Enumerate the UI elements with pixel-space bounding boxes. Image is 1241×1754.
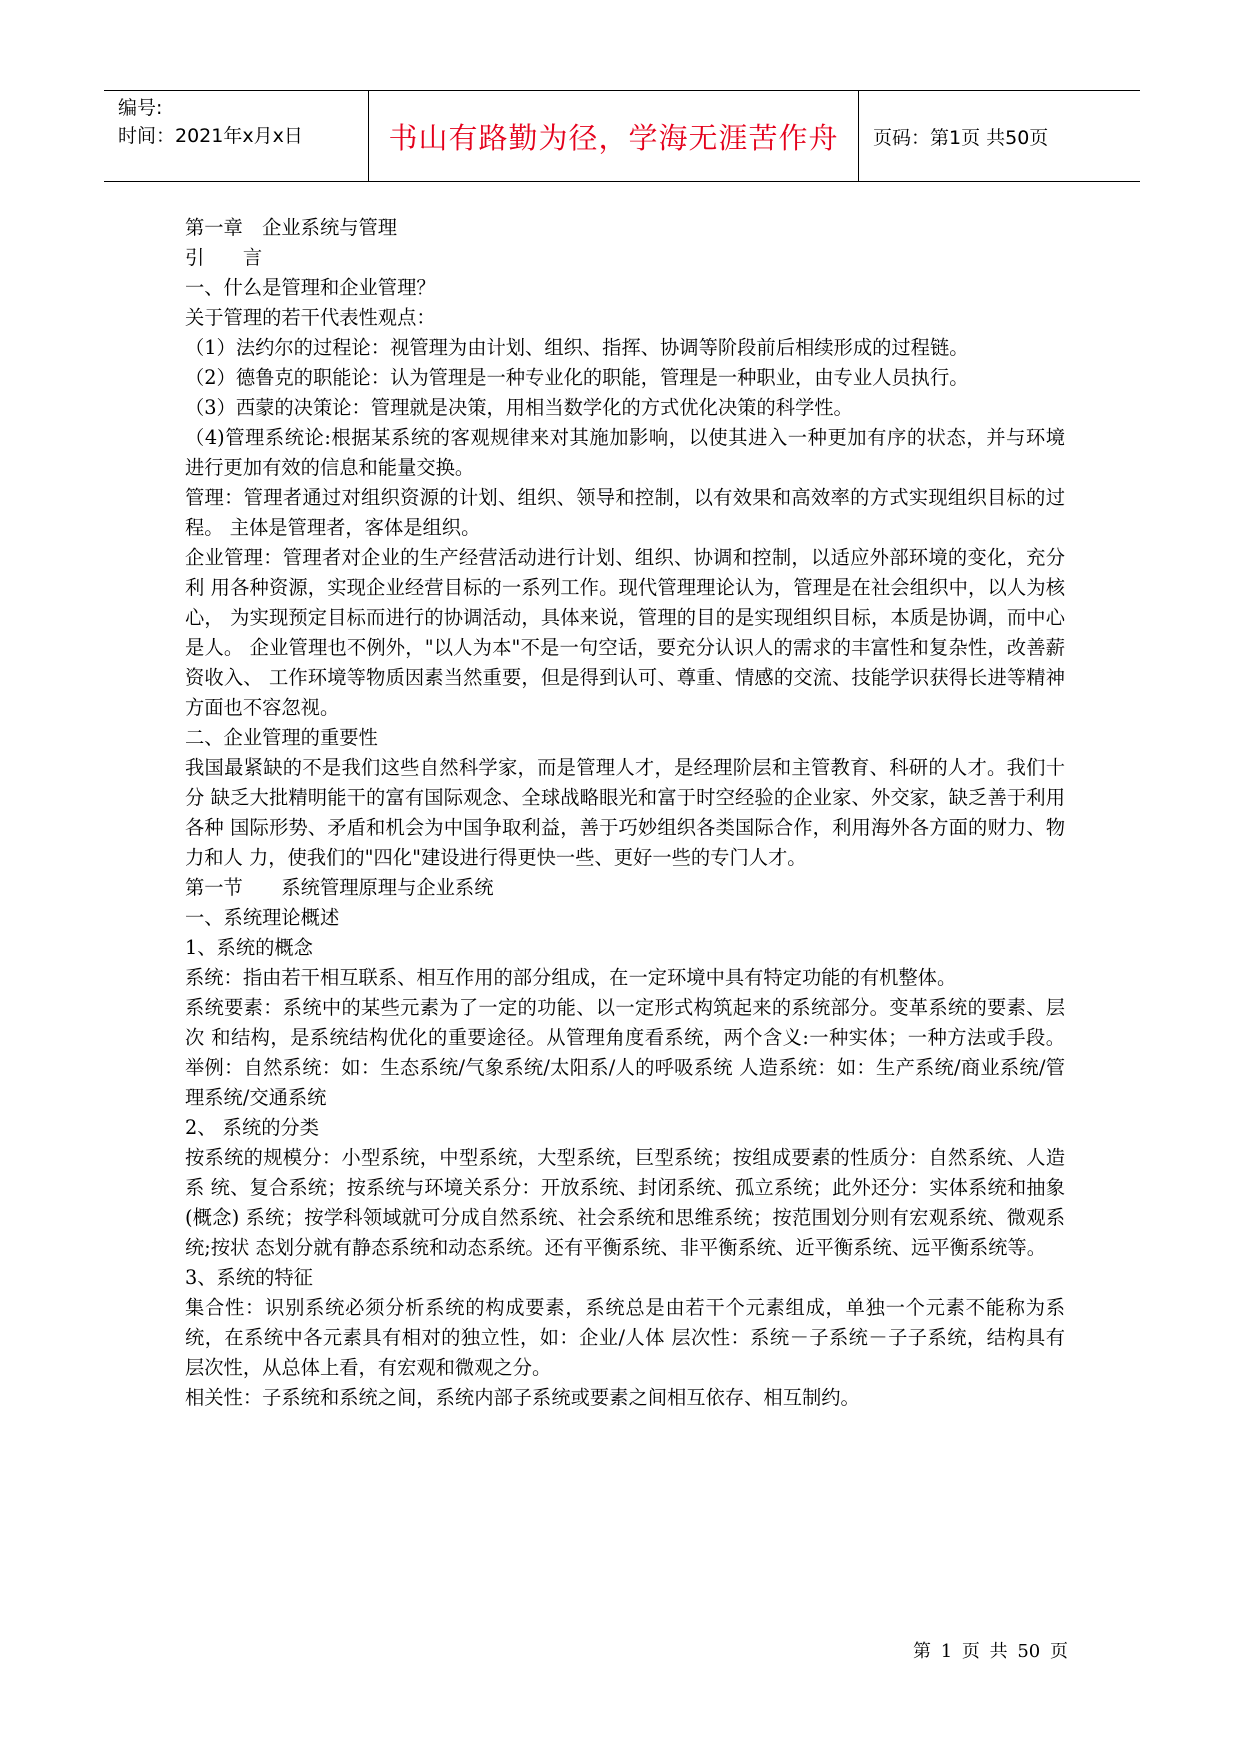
document-body bbox=[185, 213, 1065, 1413]
paragraph: 管理：管理者通过对组织资源的计划、组织、领导和控制，以有效果和高效率的方式实现组织目标的过程。 主体是管理者，客体是组织。 bbox=[185, 486, 1065, 539]
subheading-system-features: 3、系统的特征 bbox=[185, 1266, 313, 1289]
paragraph: 企业管理：管理者对企业的生产经营活动进行计划、组织、协调和控制，以适应外部环境的变化，充分利 用各种资源，实现企业经营目标的一系列工作。现代管理理论认为，管理是在社会组织中，以人为核心， 为实现预定目标而进行的协调活动，具体来说，管理的目的是实现组织目标，本质是协调，而中心是人。 企业管理也不例外，"以人为本"不是一句空话，要充分认识人的需求的丰富性和复杂性，改善薪资收入、 工作环境等物质因素当然重要，但是得到认可、尊重、情感的交流、技能学识获得长进等精神方面也不容忽视。 bbox=[185, 546, 1065, 719]
paragraph: 我国最紧缺的不是我们这些自然科学家，而是管理人才，是经理阶层和主管教育、科研的人才。我们十分 缺乏大批精明能干的富有国际观念、全球战略眼光和富于时空经验的企业家、外交家，缺乏善于利用各种 国际形势、矛盾和机会为中国争取利益，善于巧妙组织各类国际合作，利用海外各方面的财力、物力和人 力，使我们的"四化"建设进行得更快一些、更好一些的专门人才。 bbox=[185, 756, 1065, 869]
section-heading-introduction: 引 言 bbox=[185, 246, 263, 269]
paragraph: 集合性：识别系统必须分析系统的构成要素，系统总是由若干个元素组成，单独一个元素不能称为系统，在系统中各元素具有相对的独立性，如：企业/人体 层次性：系统－子系统－子子系统，结构具有层次性，从总体上看，有宏观和微观之分。 bbox=[185, 1296, 1065, 1379]
header-motto-cell bbox=[369, 91, 859, 181]
chapter-title: 第一章 企业系统与管理 bbox=[185, 216, 398, 239]
paragraph: 按系统的规模分：小型系统，中型系统，大型系统，巨型系统；按组成要素的性质分：自然系统、人造系 统、复合系统；按系统与环境关系分：开放系统、封闭系统、孤立系统；此外还分：实体系统和抽象(概念) 系统；按学科领域就可分成自然系统、社会系统和思维系统；按范围划分则有宏观系统、微观系统;按状 态划分就有静态系统和动态系统。还有平衡系统、非平衡系统、近平衡系统、远平衡系统等。 bbox=[185, 1146, 1065, 1259]
paragraph: （3）西蒙的决策论：管理就是决策，用相当数学化的方式优化决策的科学性。 bbox=[185, 396, 853, 419]
subheading-system-concept: 1、系统的概念 bbox=[185, 936, 313, 959]
paragraph: （1）法约尔的过程论：视管理为由计划、组织、指挥、协调等阶段前后相续形成的过程链。 bbox=[185, 336, 969, 359]
page-header bbox=[104, 90, 1140, 182]
document-time-label: 时间：2021年x月x日 bbox=[118, 125, 303, 147]
paragraph: 相关性：子系统和系统之间，系统内部子系统或要素之间相互依存、相互制约。 bbox=[185, 1386, 860, 1409]
document-number-label: 编号: bbox=[118, 97, 163, 119]
page-footer: 第 1 页 共 50 页 bbox=[913, 1641, 1068, 1662]
heading-what-is-management: 一、什么是管理和企业管理？ bbox=[185, 276, 436, 299]
header-page-info: 页码：第1页 共50页 bbox=[873, 126, 1049, 149]
paragraph: （4)管理系统论:根据某系统的客观规律来对其施加影响，以使其进入一种更加有序的状态，并与环境 进行更加有效的信息和能量交换。 bbox=[185, 426, 1065, 479]
subheading-system-classification: 2、 系统的分类 bbox=[185, 1116, 320, 1139]
paragraph: （2）德鲁克的职能论：认为管理是一种专业化的职能，管理是一种职业，由专业人员执行。 bbox=[185, 366, 969, 389]
section-title: 第一节 系统管理原理与企业系统 bbox=[185, 876, 494, 899]
paragraph: 关于管理的若干代表性观点： bbox=[185, 306, 436, 329]
header-page-info-cell bbox=[859, 91, 1140, 181]
heading-importance: 二、企业管理的重要性 bbox=[185, 726, 378, 749]
heading-system-theory: 一、系统理论概述 bbox=[185, 906, 340, 929]
paragraph: 系统要素：系统中的某些元素为了一定的功能、以一定形式构筑起来的系统部分。变革系统的要素、层次 和结构，是系统结构优化的重要途径。从管理角度看系统，两个含义:一种实体；一种方法或手段。 举例：自然系统：如：生态系统/气象系统/太阳系/人的呼吸系统 人造系统：如：生产系统/商业系统/管理系统/交通系统 bbox=[185, 996, 1065, 1109]
header-meta bbox=[104, 91, 369, 181]
paragraph: 系统：指由若干相互联系、相互作用的部分组成，在一定环境中具有特定功能的有机整体。 bbox=[185, 966, 957, 989]
header-motto: 书山有路勤为径，学海无涯苦作舟 bbox=[388, 120, 839, 155]
